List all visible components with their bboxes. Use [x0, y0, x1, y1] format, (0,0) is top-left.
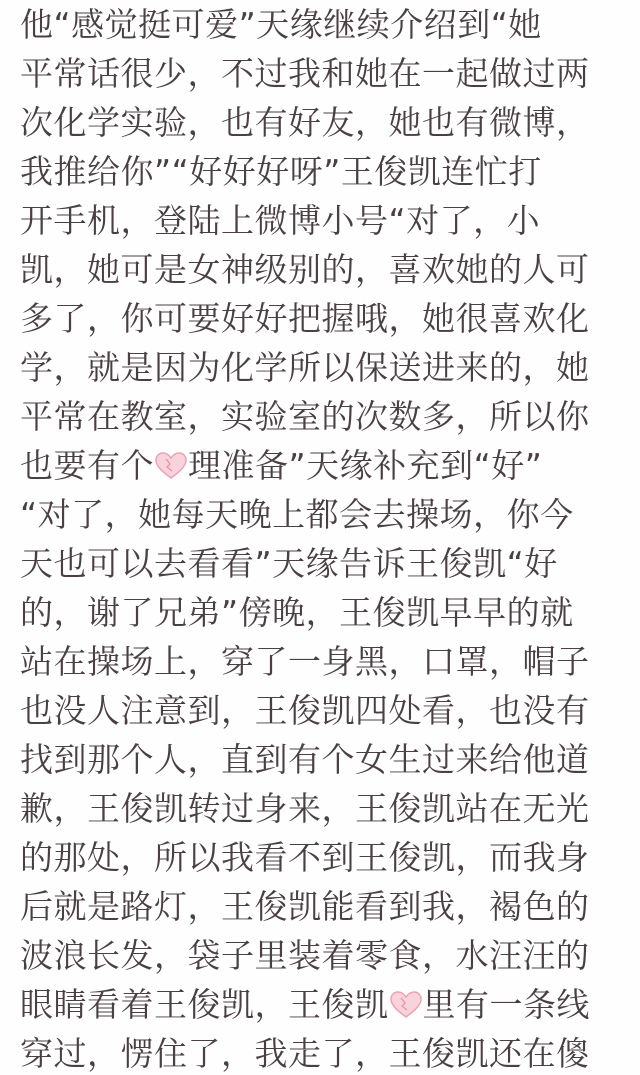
- text-line: [20, 833, 624, 882]
- line-text: 后就是路灯，王俊凯能看到我，褐色的: [20, 887, 590, 926]
- text-line: [20, 343, 624, 392]
- text-line: [20, 980, 624, 1029]
- text-line: [20, 539, 624, 588]
- line-text: 也要有个: [20, 446, 154, 485]
- text-line: [20, 392, 624, 441]
- line-text: 天也可以去看看”天缘告诉王俊凯“好: [20, 544, 558, 583]
- line-text: 歉，王俊凯转过身来，王俊凯站在无光: [20, 789, 590, 828]
- text-line: [20, 1029, 624, 1075]
- text-line: [20, 931, 624, 980]
- line-text: 开手机，登陆上微博小号“对了，小: [20, 201, 541, 240]
- line-text: 次化学实验，也有好友，她也有微博，: [20, 103, 590, 142]
- line-text: 平常话很少，不过我和她在一起做过两: [20, 54, 590, 93]
- line-text: 凯，她可是女神级别的，喜欢她的人可: [20, 250, 590, 289]
- text-line: [20, 637, 624, 686]
- line-text: 的那处，所以我看不到王俊凯，而我身: [20, 838, 590, 877]
- text-line: [20, 196, 624, 245]
- text-line: [20, 147, 624, 196]
- line-text: 我推给你”“好好好呀”王俊凯连忙打: [20, 152, 542, 191]
- text-line: [20, 98, 624, 147]
- line-text: 的，谢了兄弟”傍晚，王俊凯早早的就: [20, 593, 574, 632]
- line-text: 他“感觉挺可爱”天缘继续介绍到“她: [20, 5, 542, 44]
- text-line: [20, 686, 624, 735]
- line-text: 找到那个人，直到有个女生过来给他道: [20, 740, 590, 779]
- text-line: [20, 441, 624, 490]
- line-text: “对了，她每天晚上都会去操场，你今: [20, 495, 574, 534]
- line-text: 理准备”天缘补充到“好”: [188, 446, 543, 485]
- text-line: [20, 245, 624, 294]
- line-text: 站在操场上，穿了一身黑，口罩，帽子: [20, 642, 590, 681]
- line-text: 多了，你可要好好把握哦，她很喜欢化: [20, 299, 590, 338]
- line-text: 也没人注意到，王俊凯四处看，也没有: [20, 691, 590, 730]
- text-body: [20, 0, 624, 1075]
- text-line: [20, 490, 624, 539]
- text-line: [20, 882, 624, 931]
- text-line: [20, 784, 624, 833]
- line-text: 穿过，愣住了，我走了，王俊凯还在傻: [20, 1034, 590, 1073]
- line-text: 里有一条线: [422, 985, 590, 1024]
- heart-icon: [154, 451, 188, 481]
- text-line: [20, 735, 624, 784]
- line-text: 波浪长发，袋子里装着零食，水汪汪的: [20, 936, 590, 975]
- heart-icon: [389, 990, 423, 1020]
- line-text: 眼睛看着王俊凯，王俊凯: [20, 985, 389, 1024]
- text-line: [20, 588, 624, 637]
- text-line: [20, 0, 624, 49]
- text-line: [20, 294, 624, 343]
- line-text: 学，就是因为化学所以保送进来的，她: [20, 348, 590, 387]
- line-text: 平常在教室，实验室的次数多，所以你: [20, 397, 590, 436]
- text-line: [20, 49, 624, 98]
